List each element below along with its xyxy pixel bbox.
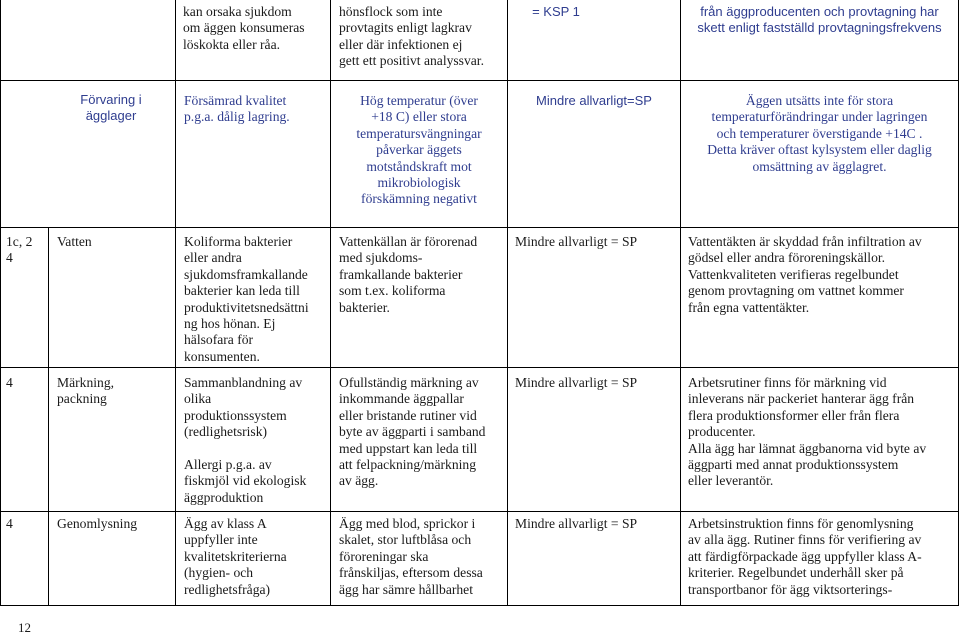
cell-vatten-control: Vattentäkten är skyddad från infiltration av gödsel eller andra föroreningskällor. Vattenkvaliteten verifieras regelbundet genom provtagning om vattnet kommer från egna vattentäkter. [688,234,922,315]
col-divider-1 [48,228,49,606]
table-border-left [0,0,1,606]
cell-markning-hazard: Sammanblandning av olika produktionssystem (redlighetsrisk) Allergi p.g.a. av fiskmjöl vid ekologisk äggproduktion [184,375,307,505]
cell-markning-step: Märkning, packning [57,375,115,407]
cell-markning-cause: Ofullständig märkning av inkommande äggpallar eller bristande rutiner vid byte av äggparti i samband med uppstart kan leda till att felpackning/märkning av ägg. [339,375,486,489]
row-divider-4 [0,511,959,512]
cell-vatten-hazard: Koliforma bakterier eller andra sjukdomsframkallande bakterier kan leda till produktivitetsnedsättni ng hos hönan. Ej hälsofara för konsumenten. [184,234,309,364]
cell-top-cause: hönsflock som inte provtagits enligt lagkrav eller där infektionen ej gett ett positivt analyssvar. [339,4,484,69]
cell-genomlysning-control: Arbetsinstruktion finns för genomlysning av alla ägg. Rutiner finns för verifiering av att färdigförpackade ägg uppfyller klass A- kriterier. Regelbundet underhåll sker på transportbanor för ägg viktsorterings- [688,516,922,597]
cell-forvaring-hazard: Försämrad kvalitet p.g.a. dålig lagring. [184,93,290,125]
cell-markning-control: Arbetsrutiner finns för märkning vid inleverans när packeriet hanterar ägg från flera produktionsformer eller från flera producenter. Alla ägg har lämnat äggbanorna vid byte av äggparti med annat produktionssystem eller leverantör. [688,375,927,489]
page-number: 12 [18,620,31,635]
col-divider-5 [680,0,681,606]
cell-genomlysning-hazard: Ägg av klass A uppfyller inte kvalitetskriterierna (hygien- och redlighetsfråga) [184,516,287,597]
cell-genomlysning-ref: 4 [6,516,13,531]
cell-vatten-cause: Vattenkällan är förorenad med sjukdoms- framkallande bakterier som t.ex. koliforma bakterier. [339,234,478,315]
cell-markning-severity: Mindre allvarligt = SP [515,375,638,390]
cell-genomlysning-step: Genomlysning [57,516,138,531]
cell-forvaring-severity: Mindre allvarligt=SP [536,93,652,108]
row-divider-2 [0,227,959,228]
row-divider-1 [0,80,959,81]
cell-genomlysning-cause: Ägg med blod, sprickor i skalet, stor luftblåsa och föroreningar ska frånskiljas, eftersom dessa ägg har sämre hållbarhet [339,516,483,597]
cell-forvaring-step: Förvaring i ägglager [80,92,142,124]
cell-top-hazard: kan orsaka sjukdom om äggen konsumeras löskokta eller råa. [183,4,305,52]
cell-forvaring-cause: Hög temperatur (över +18 C) eller stora temperatursvängningar påverkar äggets motståndskraft mot mikrobiologisk förskämning negativt [356,93,482,207]
cell-genomlysning-severity: Mindre allvarligt = SP [515,516,638,531]
cell-vatten-ref: 1c, 2 4 [6,234,33,266]
col-divider-2 [175,0,176,606]
cell-top-control: från äggproducenten och provtagning har skett enligt fastställd provtagningsfrekvens [697,4,942,36]
cell-vatten-step: Vatten [57,234,92,249]
cell-vatten-severity: Mindre allvarligt = SP [515,234,638,249]
cell-top-severity: = KSP 1 [532,4,580,19]
row-divider-3 [0,367,959,368]
table-border-right [958,0,959,606]
col-divider-3 [330,0,331,606]
table-border-bottom [0,605,959,606]
cell-forvaring-control: Äggen utsätts inte för stora temperaturförändringar under lagringen och temperaturer överstigande +14C . Detta kräver oftast kylsystem eller daglig omsättning av ägglagret. [707,93,932,174]
cell-markning-ref: 4 [6,375,13,390]
col-divider-4 [507,0,508,606]
